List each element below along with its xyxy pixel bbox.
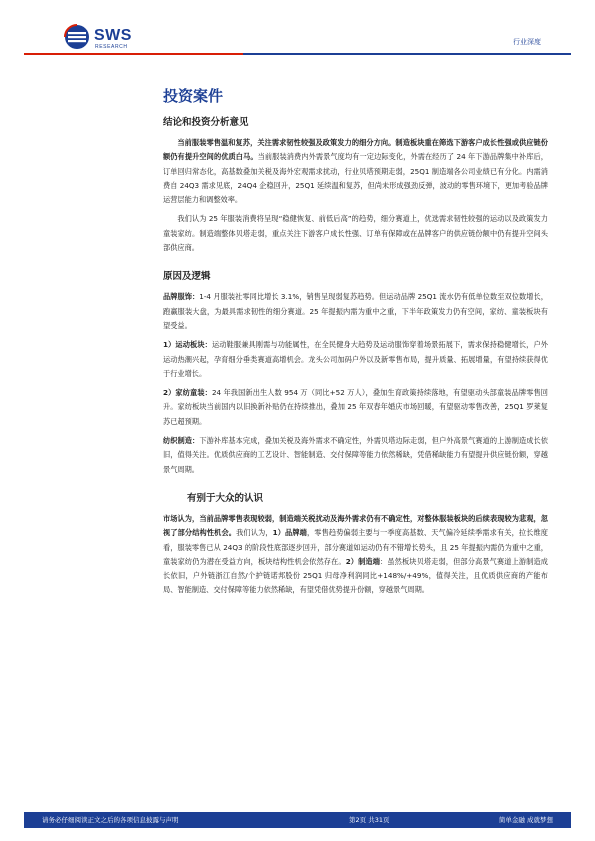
section-reasons-title: 原因及逻辑	[163, 271, 211, 283]
brand-apparel-text: 1-4 月服装社零同比增长 3.1%，销售呈现弱复苏趋势。但运动品牌 25Q1 流水仍有低单位数至双位数增长，跑赢服装大盘，为最具需求韧性的细分赛道。25 年提振内需为重中之重，下半年政策发力仍有空间，家纺、童装板块有望受益。	[163, 292, 548, 330]
report-category: 行业深度	[513, 38, 541, 46]
section-conclusion-paragraph-2: 我们认为 25 年服装消费将呈现“稳健恢复、前低后高”的趋势，细分赛道上，优选需求韧性较强的运动以及政策发力童装家纺。制造端整体贝塔走弱，重点关注下游客户成长性强、订单有保障或在品牌客户的供应链份额中仍有提升空间头部供应商。	[163, 214, 548, 253]
different-view-paragraph	[163, 512, 548, 598]
page-title: 投资案件	[163, 87, 224, 105]
our-view-lead: 我们认为，	[236, 528, 273, 538]
logo-wordmark: SWS	[94, 27, 132, 44]
header-divider	[24, 53, 571, 55]
brand-apparel-paragraph	[163, 290, 548, 333]
home-textile-kids-paragraph	[163, 386, 548, 429]
page-header	[0, 0, 595, 60]
home-textile-kids-text: 24 年我国新出生人数 954 万（同比+52 万人），叠加生育政策持续落地，有望驱动头部童装品牌零售回升。家纺板块当前国内以旧换新补贴仍在持续推出，叠加 25 年双春年婚庆市场回暖，有望驱动零售改善，25Q1 罗莱复苏已超预期。	[163, 388, 548, 426]
section-conclusion-title: 结论和投资分析意见	[163, 117, 249, 128]
footer-page-number: 第2页 共31页	[349, 816, 390, 824]
main-content	[163, 86, 548, 603]
sws-logo	[64, 24, 144, 54]
market-view-bold: 市场认为，当前品牌零售表现较弱，制造端关税扰动及海外需求仍有不确定性，对整体服装板块的后续表现较为悲观，忽视了部分结构性机会。	[163, 513, 548, 538]
sportswear-paragraph	[163, 338, 548, 381]
manufacturing-side-label: 2）制造端	[345, 556, 381, 566]
sportswear-text: 运动鞋服兼具刚需与功能属性，在全民健身大趋势及运动服饰穿着场景拓展下，需求保持稳健增长，户外运动热潮兴起，孕育细分垂类赛道高增机会。龙头公司加码户外以及新零售布局，提升质量、拓展增量，有望持续获得优于行业增长。	[163, 340, 548, 378]
page-footer	[24, 812, 571, 828]
section-conclusion-paragraph-1	[163, 136, 548, 207]
brand-side-label: 1）品牌端	[272, 528, 307, 538]
home-textile-kids-label: 2）家纺童装：	[163, 388, 212, 398]
sportswear-label: 1）运动板块：	[163, 340, 212, 350]
brand-apparel-label: 品牌服饰：	[163, 292, 200, 302]
conclusion-bold-lead: 当前服装零售温和复苏，关注需求韧性较强及政策发力的细分方向。制造板块重在筛选下游客户成长性强或供应链份额仍有提升空间的优质白马。	[163, 138, 548, 162]
logo-subtext: RESEARCH	[95, 44, 128, 50]
textile-manufacturing-label: 纺织制造：	[163, 436, 200, 446]
textile-manufacturing-text: 下游补库基本完成，叠加关税及海外需求不确定性，外需贝塔边际走弱，但户外高景气赛道的上游制造成长依旧，值得关注。优质供应商的工艺设计、智能制造、交付保障等能力依然稀缺，凭借稀缺能力有望提升供应链份额，穿越景气周期。	[163, 436, 548, 474]
manufacturing-side-text: ：虽然板块贝塔走弱，但部分高景气赛道上游制造成长依旧，户外链浙江自然/个护链诺邦股份 25Q1 归母净利润同比+148%/+49%，值得关注，且优质供应商的产能布局、智能制造、交付保障等能力依然稀缺，有望凭借优势提升份额，穿越景气周期。	[163, 556, 548, 595]
brand-side-text: ，零售趋势偏弱主要与一季度高基数、天气偏冷延续季需求有关，拉长维度看，服装零售已从 24Q3 的阶段性底部逐步回升，部分赛道如运动仍有不错增长势头，且 25 年提振内需仍为重中之重，童装家纺仍为潜在受益方向，板块结构性机会依然存在。	[163, 528, 548, 566]
footer-disclaimer: 请务必仔细阅读正文之后的各项信息披露与声明	[42, 816, 179, 824]
sws-logo-icon	[64, 24, 90, 50]
conclusion-body: 当前服装消费内外需景气度均有一定边际变化，外需在经历了 24 年下游品牌集中补库后，订单回归常态化，高基数叠加关税及海外宏观需求扰动，行业贝塔预期走弱，25Q1 制造端各公司业绩已有分化。内需消费自 24Q3 需求见底，24Q4 企稳回升，25Q1 延续温和复苏，但尚未形成强劲反弹，波动的零售环境下，更加考验品牌运营层能力和调整效率。	[163, 152, 548, 205]
footer-slogan: 简单金融 成就梦想	[498, 816, 553, 824]
textile-manufacturing-paragraph	[163, 434, 548, 477]
section-different-view-title: 有别于大众的认识	[187, 492, 264, 504]
